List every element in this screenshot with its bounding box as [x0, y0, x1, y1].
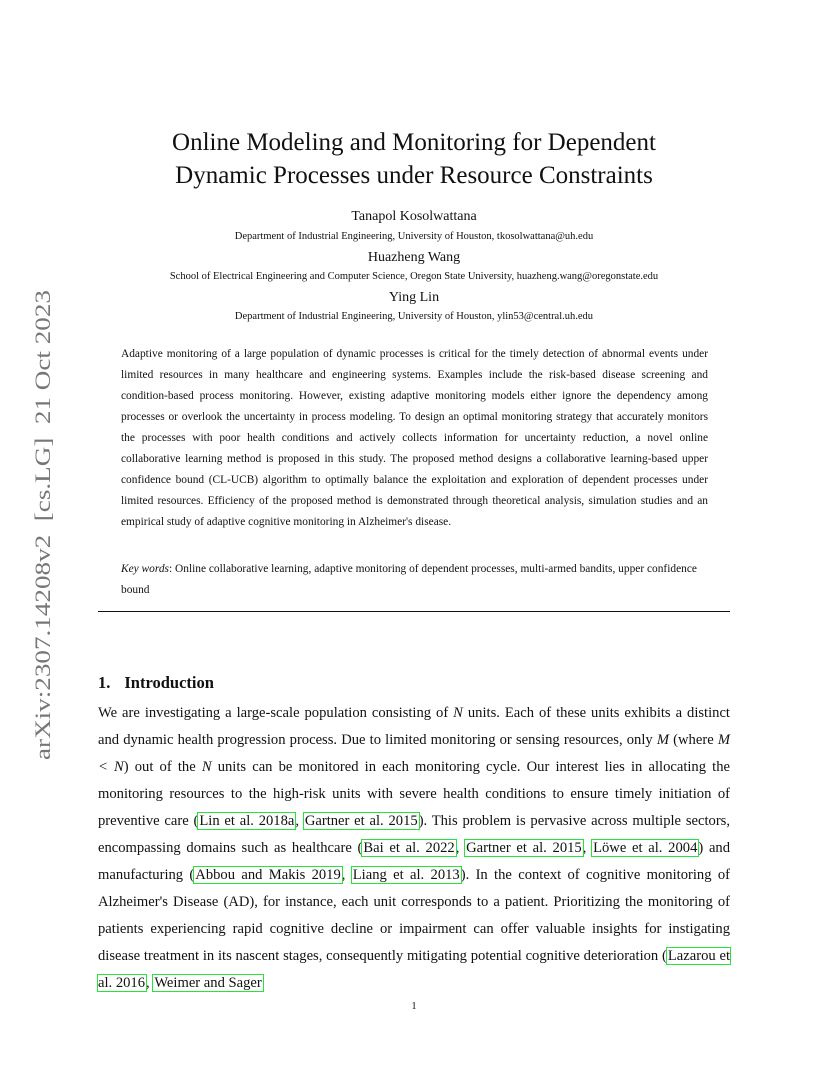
body-text-run: ). This problem is pervasive across multiple sectors, encompassing domains such as healthcare ( [98, 813, 731, 856]
body-text-run: , [455, 840, 466, 856]
author-name: Ying Lin [388, 290, 440, 305]
body-text-run: , [146, 975, 154, 991]
paper-title [98, 126, 730, 192]
body-text-run: , [582, 840, 593, 856]
section-number: 1. [98, 673, 111, 692]
arxiv-stamp [20, 290, 60, 760]
abstract: Adaptive monitoring of a large population of dynamic processes is critical for the timely detection of abnormal events under limited resources in many healthcare and engineering systems. Examples include the risk-based disease screening and condition-based process monitoring. However, existing adaptive monitoring models either ignore the dependency among processes or overlook the uncertainty in process modeling. To design an optimal monitoring strategy that accurately monitors the processes with poor health conditions and actively collects information for uncertainty reduction, a novel online collaborative learning method is proposed in this study. The proposed method designs a collaborative learning-based upper confidence bound (CL-UCB) algorithm to optimally balance the exploitation and exploration of dependent processes under limited resources. Efficiency of the proposed method is demonstrated through theoretical analysis, simulation studies and an empirical study of adaptive cognitive monitoring in Alzheimer's disease. [121, 348, 708, 528]
math-variable: N [453, 705, 463, 721]
body-text-run: , [341, 867, 352, 883]
math-variable: N [201, 759, 212, 775]
body-text-run: (where [669, 732, 718, 748]
body-text-run: units can be monitored in each monitoring cycle. Our interest lies in allocating the monitoring resources to the high-risk units with severe health conditions to ensure timely initiation of preventive care ( [98, 759, 730, 829]
author-affiliation: Department of Industrial Engineering, University of Houston, ylin53@central.uh.edu [234, 311, 594, 322]
keywords [121, 559, 708, 601]
author-affiliation: School of Electrical Engineering and Computer Science, Oregon State University, huazheng.wang@oregonstate.edu [169, 271, 659, 282]
section-heading [98, 673, 214, 693]
citation-link[interactable]: Lazarou et al. 2016 [98, 948, 731, 991]
body-text-run: ) out of the [123, 759, 202, 775]
body-text-run: units. Each of these units exhibits a distinct and dynamic health progression process. Due to limited monitoring or sensing resources, only [98, 705, 730, 748]
body-text-run: , [295, 813, 304, 829]
title-line-2: Dynamic Processes under Resource Constraints [175, 162, 653, 189]
keywords-separator: : [169, 563, 173, 575]
citation-link[interactable]: Abbou and Makis 2019 [195, 867, 341, 883]
body-text-run: We are investigating a large-scale population consisting of [98, 705, 454, 721]
title-line-1: Online Modeling and Monitoring for Dependent [172, 129, 656, 156]
arxiv-stamp-text: arXiv:2307.14208v2 [cs.LG] 21 Oct 2023 [30, 370, 55, 760]
citation-link[interactable]: Weimer and Sager [154, 975, 262, 991]
body-text-run: ) and manufacturing ( [98, 840, 731, 883]
citation-link[interactable]: Löwe et al. 2004 [593, 840, 698, 856]
citation-link[interactable]: Bai et al. 2022 [363, 840, 455, 856]
author-name: Tanapol Kosolwattana [351, 209, 477, 224]
page-number: 1 [411, 1001, 417, 1012]
keywords-label: Key words [121, 563, 169, 575]
introduction-paragraph [98, 700, 730, 997]
citation-link[interactable]: Liang et al. 2013 [352, 867, 460, 883]
math-expression: M < N [98, 732, 730, 775]
math-variable: M [656, 732, 670, 748]
author-name: Huazheng Wang [367, 250, 461, 265]
keywords-text: Online collaborative learning, adaptive monitoring of dependent processes, multi-armed bandits, upper confidence bound [121, 563, 697, 596]
body-text-run: ). In the context of cognitive monitoring of Alzheimer's Disease (AD), for instance, each unit corresponds to a patient. Prioritizing the monitoring of patients experiencing rapid cognitive decline or impairment can offer valuable insights for instigating disease treatment in its nascent stages, consequently mitigating potential cognitive deterioration ( [98, 867, 730, 964]
citation-link[interactable]: Gartner et al. 2015 [466, 840, 582, 856]
divider-rule [98, 611, 730, 612]
citation-link[interactable]: Gartner et al. 2015 [304, 813, 418, 829]
section-title: Introduction [124, 673, 214, 692]
author-affiliation: Department of Industrial Engineering, University of Houston, tkosolwattana@uh.edu [234, 231, 594, 242]
citation-link[interactable]: Lin et al. 2018a [199, 813, 295, 829]
